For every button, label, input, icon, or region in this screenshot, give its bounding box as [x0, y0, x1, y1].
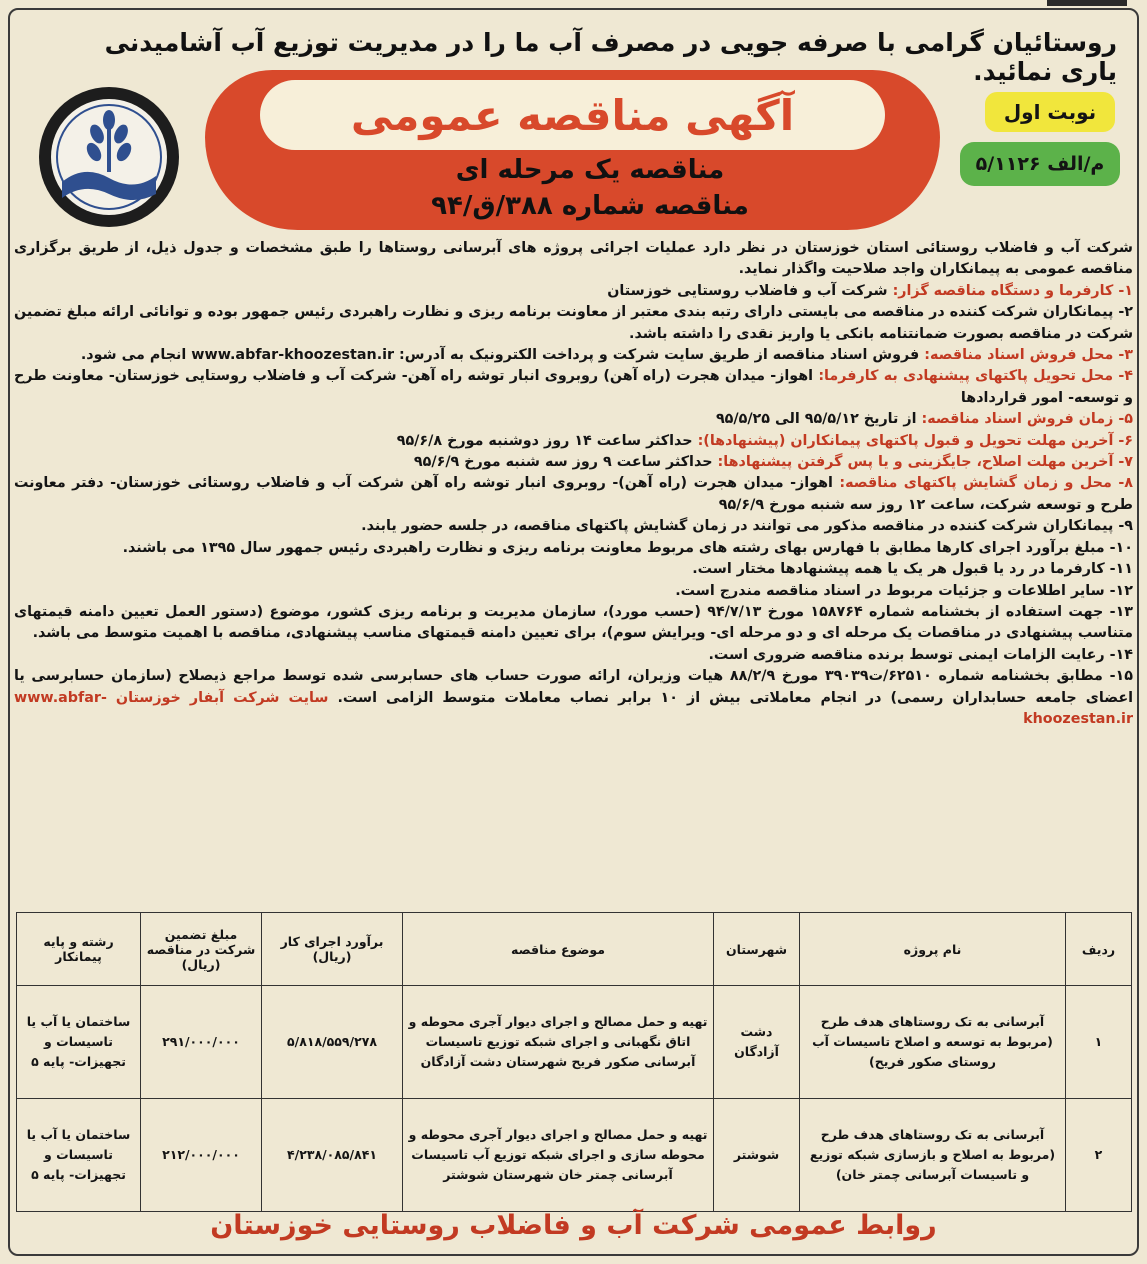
tender-type: مناقصه یک مرحله ای	[455, 155, 725, 185]
condition-text: ۲- پیمانکاران شرکت کننده در مناقصه می بایستی دارای رتبه بندی معتبر از معاونت برنامه ریزی و نظارت راهبردی رئیس جمهور بوده و توانائی ارائه مبلغ تضمین شرکت در مناقصه بصورت ضمانتنامه بانکی یا واریز نقدی را داشته باشد.	[14, 304, 1133, 342]
condition-item	[14, 666, 1133, 730]
condition-item	[14, 516, 1133, 537]
condition-item	[14, 645, 1133, 666]
condition-text: ۱۵- مطابق بخشنامه شماره ۶۲۵۱۰/ت۳۹۰۳۹ مورخ ۸۸/۲/۹ هیات وزیران، ارائه صورت حساب های حسابرسی شده توسط مراجع ذیصلاح (سازمان حسابرسی یا اعضای جامعه حسابداران رسمی) در انجام معاملاتی بیش از ۱۰ برابر نصاب معاملات متوسط الزامی است.	[14, 668, 1133, 706]
condition-item	[14, 538, 1133, 559]
banner-subtitle-block	[380, 152, 800, 224]
condition-label: ۳- محل فروش اسناد مناقصه:	[924, 347, 1133, 364]
condition-item	[14, 431, 1133, 452]
condition-text: ۱۴- رعایت الزامات ایمنی توسط برنده مناقصه ضروری است.	[708, 646, 1133, 663]
col-header-city: شهرستان	[714, 913, 800, 986]
col-header-guarantee: مبلغ تضمین شرکت در مناقصه (ریال)	[141, 913, 262, 986]
cell-guarantee: ۲۱۲/۰۰۰/۰۰۰	[141, 1099, 262, 1212]
condition-text: حداکثر ساعت ۱۴ روز دوشنبه مورخ ۹۵/۶/۸	[396, 432, 698, 449]
condition-item	[14, 409, 1133, 430]
col-header-project: نام پروژه	[800, 913, 1066, 986]
col-header-subject: موضوع مناقصه	[403, 913, 714, 986]
round-badge: نوبت اول	[985, 92, 1115, 132]
condition-label: ۷- آخرین مهلت اصلاح، جایگزینی و یا پس گرفتن پیشنهادها:	[717, 454, 1133, 471]
condition-item	[14, 302, 1133, 345]
cell-subject: تهیه و حمل مصالح و اجرای دیوار آجری محوطه و اتاق نگهبانی و اجرای شبکه توزیع تاسیسات آبرسانی صکور فریح شهرستان دشت آزادگان	[403, 986, 714, 1099]
condition-text: شرکت آب و فاضلاب روستایی خوزستان	[607, 282, 893, 299]
condition-label: ۱- کارفرما و دستگاه مناقصه گزار:	[892, 282, 1133, 299]
condition-text: ۱۲- سایر اطلاعات و جزئیات مربوط در اسناد مناقصه مندرج است.	[675, 582, 1133, 599]
condition-label: ۶- آخرین مهلت تحویل و قبول پاکتهای پیمانکاران (پیشنهادها):	[697, 432, 1133, 449]
cell-city: دشت آزادگان	[714, 986, 800, 1099]
table-header-row	[17, 913, 1132, 986]
condition-text: ۱۰- مبلغ برآورد اجرای کارها مطابق با فهارس بهای رشته های مربوط معاونت برنامه ریزی و نظارت راهبردی رئیس جمهور سال ۱۳۹۵ می باشند.	[122, 539, 1133, 556]
slogan: روستائیان گرامی با صرفه جویی در مصرف آب ما را در مدیریت توزیع آب آشامیدنی یاری نمائید.	[104, 28, 1117, 86]
tender-conditions	[14, 238, 1133, 730]
condition-text: ۹- پیمانکاران شرکت کننده در مناقصه مذکور می توانند در زمان گشایش پاکتهای مناقصه، در جلسه حضور یابند.	[361, 518, 1133, 535]
cell-grade: ساختمان یا آب یا تاسیسات و تجهیزات- پایه ۵	[17, 1099, 141, 1212]
projects-table	[16, 912, 1132, 1212]
cell-subject: تهیه و حمل مصالح و اجرای دیوار آجری محوطه و محوطه سازی و اجرای شبکه توزیع آب تاسیسات آبرسانی چمتر خان شهرستان شوشتر	[403, 1099, 714, 1212]
condition-text: از تاریخ ۹۵/۵/۱۲ الی ۹۵/۵/۲۵	[715, 411, 922, 428]
cell-project: آبرسانی به تک روستاهای هدف طرح (مربوط به توسعه و اصلاح تاسیسات آب روستای صکور فریح)	[800, 986, 1066, 1099]
corner-mark	[1047, 0, 1127, 6]
tender-number: مناقصه شماره ۳۸۸/ق/۹۴	[431, 191, 749, 221]
table-row	[17, 1099, 1132, 1212]
cell-estimate: ۵/۸۱۸/۵۵۹/۲۷۸	[262, 986, 403, 1099]
cell-grade: ساختمان یا آب یا تاسیسات و تجهیزات- پایه ۵	[17, 986, 141, 1099]
condition-item	[14, 366, 1133, 409]
condition-text: فروش اسناد مناقصه از طریق سایت شرکت و پرداخت الکترونیک به آدرس: www.abfar-khoozestan.ir انجام می شود.	[80, 347, 925, 364]
condition-label: ۸- محل و زمان گشایش پاکتهای مناقصه:	[839, 475, 1133, 492]
banner-title: آگهی مناقصه عمومی	[260, 80, 885, 150]
condition-item	[14, 473, 1133, 516]
condition-item	[14, 581, 1133, 602]
condition-label: ۴- محل تحویل پاکتهای پیشنهادی به کارفرما:	[818, 368, 1133, 385]
col-header-row-number: ردیف	[1066, 913, 1132, 986]
col-header-estimate: برآورد اجرای کار (ریال)	[262, 913, 403, 986]
col-header-grade: رشته و پایه پیمانکار	[17, 913, 141, 986]
public-relations-footer: روابط عمومی شرکت آب و فاضلاب روستایی خوزستان	[210, 1210, 937, 1241]
table-row	[17, 986, 1132, 1099]
condition-item	[14, 559, 1133, 580]
cell-project: آبرسانی به تک روستاهای هدف طرح (مربوط به اصلاح و بازسازی شبکه توزیع و تاسیسات آبرسانی چمتر خان)	[800, 1099, 1066, 1212]
condition-item	[14, 452, 1133, 473]
reference-badge: م/الف ۵/۱۱۲۶	[960, 142, 1120, 186]
cell-row-number: ۱	[1066, 986, 1132, 1099]
condition-item	[14, 602, 1133, 645]
condition-text: ۱۱- کارفرما در رد یا قبول هر یک یا همه پیشنهادها مختار است.	[692, 561, 1133, 578]
condition-text: حداکثر ساعت ۹ روز سه شنبه مورخ ۹۵/۶/۹	[413, 454, 718, 471]
condition-text: اهواز- میدان هجرت (راه آهن) روبروی انبار توشه راه آهن- شرکت آب و فاضلاب روستایی خوزستان- معاونت طرح و توسعه- امور قراردادها	[14, 368, 1133, 406]
water-company-logo-icon	[34, 82, 184, 232]
cell-guarantee: ۲۹۱/۰۰۰/۰۰۰	[141, 986, 262, 1099]
intro-paragraph: شرکت آب و فاضلاب روستائی استان خوزستان در نظر دارد عملیات اجرائی پروژه های آبرسانی روستاها را طبق مشخصات و جدول ذیل، از طریق برگزاری مناقصه عمومی به پیمانکاران واجد صلاحیت واگذار نماید.	[14, 240, 1133, 278]
condition-item	[14, 345, 1133, 366]
cell-estimate: ۴/۲۳۸/۰۸۵/۸۴۱	[262, 1099, 403, 1212]
cell-row-number: ۲	[1066, 1099, 1132, 1212]
condition-text: ۱۳- جهت استفاده از بخشنامه شماره ۱۵۸۷۶۴ مورخ ۹۴/۷/۱۳ (حسب مورد)، سازمان مدیریت و برنامه ریزی کشور، موضوع (دستور العمل تعیین دامنه قیمتهای متناسب پیشنهادی در مناقصات یک مرحله ای و دو مرحله ای- ویرایش سوم)، برای تعیین دامنه قیمتهای مناسب پیشنهادی، مناقصه با اهمیت متوسط می باشد.	[14, 603, 1134, 642]
condition-label: ۵- زمان فروش اسناد مناقصه:	[921, 411, 1133, 428]
cell-city: شوشتر	[714, 1099, 800, 1212]
company-website-link[interactable]: سایت شرکت آبفار خوزستان www.abfar-khoozestan.ir	[14, 689, 1133, 727]
condition-item	[14, 281, 1133, 302]
condition-text: اهواز- میدان هجرت (راه آهن)- روبروی انبار توشه راه آهن شرکت آب و فاضلاب روستائی خوزستان- دفتر معاونت طرح و توسعه شرکت، ساعت ۱۲ روز سه شنبه مورخ ۹۵/۶/۹	[14, 475, 1133, 513]
